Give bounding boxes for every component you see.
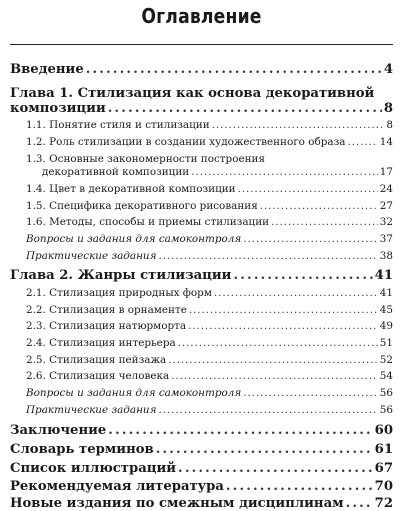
toc-entry-ch1[interactable] bbox=[10, 101, 393, 116]
leader-dots bbox=[191, 166, 378, 178]
toc-page-number: 38 bbox=[379, 250, 393, 262]
toc-entry-label: 1.4. Цвет в декоративной композиции bbox=[26, 183, 236, 195]
toc-entry-2-1[interactable] bbox=[26, 287, 393, 299]
toc-entry-illustrations[interactable] bbox=[10, 461, 393, 476]
toc-entry-label: композиции bbox=[10, 101, 106, 116]
toc-entry-label: 2.4. Стилизация интерьера bbox=[26, 337, 176, 349]
toc-page-number: 8 bbox=[383, 101, 393, 116]
leader-dots bbox=[171, 370, 378, 382]
toc-page-number: 41 bbox=[374, 268, 393, 283]
toc-page-number: 60 bbox=[374, 423, 393, 438]
leader-dots bbox=[271, 216, 378, 228]
toc-entry-label: 1.6. Методы, способы и приемы стилизации bbox=[26, 216, 270, 228]
toc-entry-ch2[interactable] bbox=[10, 268, 393, 283]
toc-entry-label: Список иллюстраций bbox=[10, 461, 177, 476]
toc-entry-label: 1.1. Понятие стиля и стилизации bbox=[26, 119, 210, 131]
toc-entry-label: Вопросы и задания для самоконтроля bbox=[26, 233, 242, 245]
toc-entry-practice-1[interactable] bbox=[26, 250, 393, 262]
toc-page-number: 52 bbox=[379, 354, 393, 366]
toc-entry-label: 2.1. Стилизация природных форм bbox=[26, 287, 212, 299]
toc-page-number: 54 bbox=[379, 370, 393, 382]
toc-entry-label: 2.3. Стилизация натюрморта bbox=[26, 320, 187, 332]
leader-dots bbox=[243, 233, 378, 245]
toc-entry-2-4[interactable] bbox=[26, 337, 393, 349]
toc-entry-label: 1.5. Специфика декоративного рисования bbox=[26, 200, 258, 212]
toc-page-number: 56 bbox=[379, 404, 393, 416]
toc-entry-label: 1.2. Роль стилизации в создании художественного образа bbox=[26, 136, 346, 148]
leader-dots bbox=[189, 304, 378, 316]
leader-dots bbox=[212, 119, 385, 131]
toc-entry-label: Глава 2. Жанры стилизации bbox=[10, 268, 232, 283]
toc-entry-questions-2[interactable] bbox=[26, 387, 393, 399]
leader-dots bbox=[260, 200, 378, 212]
toc-page-number: 72 bbox=[374, 496, 393, 511]
leader-dots bbox=[214, 287, 378, 299]
leader-dots bbox=[178, 337, 378, 349]
toc-page-number: 61 bbox=[374, 442, 393, 457]
toc-entry-ch1-line1[interactable]: Глава 1. Стилизация как основа декоративной bbox=[10, 86, 375, 101]
page-title: Оглавление bbox=[141, 4, 262, 28]
top-divider bbox=[10, 44, 393, 45]
toc-page-number: 67 bbox=[374, 461, 393, 476]
toc-entry-2-2[interactable] bbox=[26, 304, 393, 316]
toc-page-number: 49 bbox=[379, 320, 393, 332]
toc-entry-questions-1[interactable] bbox=[26, 233, 393, 245]
toc-entry-2-5[interactable] bbox=[26, 354, 393, 366]
leader-dots bbox=[178, 461, 373, 476]
leader-dots bbox=[346, 496, 373, 511]
toc-entry-1-1[interactable] bbox=[26, 119, 393, 131]
toc-entry-label: Новые издания по смежным дисциплинам bbox=[10, 496, 344, 511]
toc-entry-2-6[interactable] bbox=[26, 370, 393, 382]
leader-dots bbox=[233, 268, 372, 283]
toc-page-number: 70 bbox=[374, 479, 393, 494]
toc-page-number: 4 bbox=[383, 62, 393, 77]
toc-page-number: 8 bbox=[386, 119, 393, 131]
toc-page-number: 14 bbox=[379, 136, 393, 148]
leader-dots bbox=[243, 387, 378, 399]
toc-entry-glossary[interactable] bbox=[10, 442, 393, 457]
toc-page-number: 17 bbox=[379, 166, 393, 178]
toc-entry-label: Словарь терминов bbox=[10, 442, 154, 457]
toc-page-number: 32 bbox=[379, 216, 393, 228]
toc-entry-label: Практические задания bbox=[26, 404, 157, 416]
toc-entry-label: 2.5. Стилизация пейзажа bbox=[26, 354, 167, 366]
toc-page-number: 24 bbox=[379, 183, 393, 195]
toc-entry-label: Введение bbox=[10, 62, 84, 77]
toc-entry-label: Рекомендуемая литература bbox=[10, 479, 224, 494]
leader-dots bbox=[159, 404, 378, 416]
toc-entry-conclusion[interactable] bbox=[10, 423, 393, 438]
toc-entry-label: декоративной композиции bbox=[42, 166, 190, 178]
toc-entry-2-3[interactable] bbox=[26, 320, 393, 332]
leader-dots bbox=[188, 320, 378, 332]
toc-entry-practice-2[interactable] bbox=[26, 404, 393, 416]
leader-dots bbox=[226, 479, 373, 494]
toc-entry-label: Практические задания bbox=[26, 250, 157, 262]
toc-page-number: 45 bbox=[379, 304, 393, 316]
toc-entry-intro[interactable] bbox=[10, 62, 393, 77]
toc-page-number: 56 bbox=[379, 387, 393, 399]
leader-dots bbox=[156, 442, 373, 457]
toc-entry-label: Вопросы и задания для самоконтроля bbox=[26, 387, 242, 399]
toc-entry-1-5[interactable] bbox=[26, 200, 393, 212]
toc-page-number: 27 bbox=[379, 200, 393, 212]
toc-entry-new-editions[interactable] bbox=[10, 496, 393, 511]
toc-entry-label: Заключение bbox=[10, 423, 107, 438]
toc-entry-label: 2.6. Стилизация человека bbox=[26, 370, 170, 382]
toc-entry-1-3[interactable] bbox=[42, 166, 393, 178]
toc-page-number: 41 bbox=[379, 287, 393, 299]
leader-dots bbox=[159, 250, 378, 262]
leader-dots bbox=[108, 101, 382, 116]
toc-entry-literature[interactable] bbox=[10, 479, 393, 494]
toc-page-number: 51 bbox=[379, 337, 393, 349]
leader-dots bbox=[238, 183, 378, 195]
toc-entry-1-4[interactable] bbox=[26, 183, 393, 195]
toc-entry-1-2[interactable] bbox=[26, 136, 393, 148]
leader-dots bbox=[108, 423, 372, 438]
toc-page-number: 37 bbox=[379, 233, 393, 245]
toc-entry-1-6[interactable] bbox=[26, 216, 393, 228]
toc-entry-label: 2.2. Стилизация в орнаменте bbox=[26, 304, 187, 316]
toc-entry-1-3-line1[interactable]: 1.3. Основные закономерности построения bbox=[26, 153, 266, 165]
leader-dots bbox=[347, 136, 377, 148]
leader-dots bbox=[168, 354, 378, 366]
leader-dots bbox=[86, 62, 382, 77]
